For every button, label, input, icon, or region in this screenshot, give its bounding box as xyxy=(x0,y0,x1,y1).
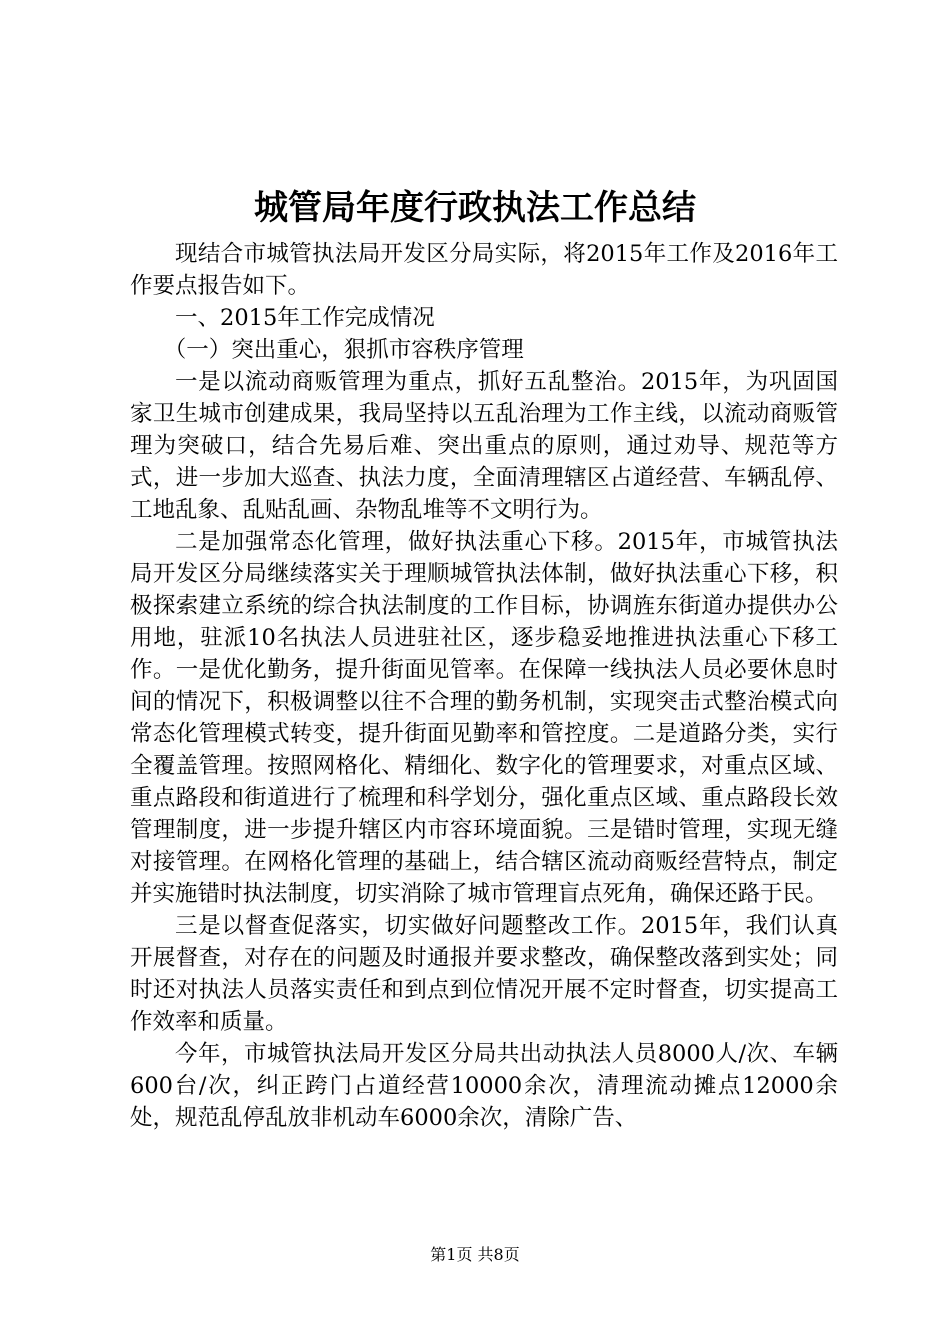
paragraph-item-1: 一是以流动商贩管理为重点，抓好五乱整治。2015年，为巩固国家卫生城市创建成果，我局坚持以五乱治理为工作主线，以流动商贩管理为突破口，结合先易后难、突出重点的原则，通过劝导、规范等方式，进一步加大巡查、执法力度，全面清理辖区占道经营、车辆乱停、工地乱象、乱贴乱画、杂物乱堆等不文明行为。 xyxy=(130,369,838,523)
page-number: 第1页 共8页 xyxy=(430,1245,520,1264)
paragraph-statistics: 今年，市城管执法局开发区分局共出动执法人员8000人/次、车辆600台/次，纠正跨门占道经营10000余次，清理流动摊点12000余处，规范乱停乱放非机动车6000余次，清除广告、 xyxy=(130,1041,838,1131)
page-footer xyxy=(0,1244,950,1266)
subsection-heading: （一）突出重心，狠抓市容秩序管理 xyxy=(163,337,524,363)
paragraph-intro: 现结合市城管执法局开发区分局实际，将2015年工作及2016年工作要点报告如下。 xyxy=(130,241,838,299)
document-title: 城管局年度行政执法工作总结 xyxy=(254,188,696,228)
paragraph-item-2: 二是加强常态化管理，做好执法重心下移。2015年，市城管执法局开发区分局继续落实关于理顺城管执法体制，做好执法重心下移，积极探索建立系统的综合执法制度的工作目标，协调旌东街道办提供办公用地，驻派10名执法人员进驻社区，逐步稳妥地推进执法重心下移工作。一是优化勤务，提升街面见管率。在保障一线执法人员必要休息时间的情况下，积极调整以往不合理的勤务机制，实现突击式整治模式向常态化管理模式转变，提升街面见勤率和管控度。二是道路分类，实行全覆盖管理。按照网格化、精细化、数字化的管理要求，对重点区域、重点路段和街道进行了梳理和科学划分，强化重点区域、重点路段长效管理制度，进一步提升辖区内市容环境面貌。三是错时管理，实现无缝对接管理。在网格化管理的基础上，结合辖区流动商贩经营特点，制定并实施错时执法制度，切实消除了城市管理盲点死角，确保还路于民。 xyxy=(130,529,838,907)
section-heading: 一、2015年工作完成情况 xyxy=(175,305,435,331)
document-body xyxy=(130,238,838,1134)
paragraph-item-3: 三是以督查促落实，切实做好问题整改工作。2015年，我们认真开展督查，对存在的问题及时通报并要求整改，确保整改落到实处；同时还对执法人员落实责任和到点到位情况开展不定时督查，切实提高工作效率和质量。 xyxy=(130,913,838,1035)
